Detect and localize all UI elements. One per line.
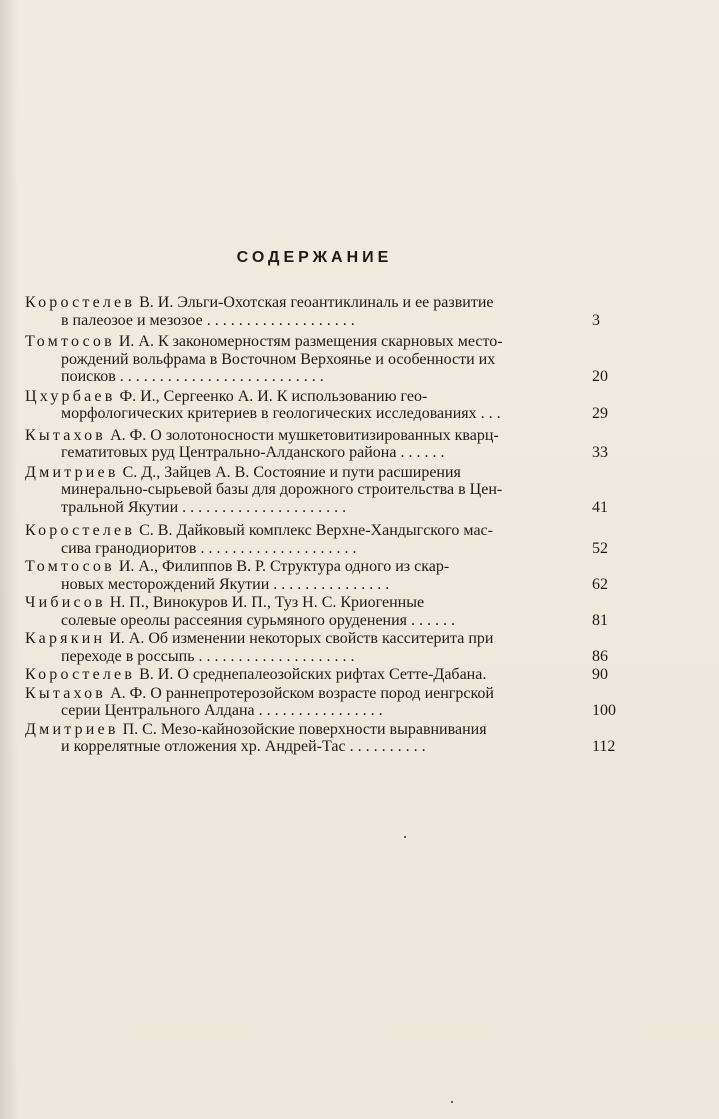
toc-page-number: 112 <box>592 738 616 755</box>
toc-entry <box>25 558 640 593</box>
toc-entry-text: и коррелятные отложения хр. Андрей-Тас . . . . . . . . . . <box>61 738 426 755</box>
toc-entry <box>25 594 640 629</box>
toc-entry-text: минерально-сырьевой базы для дорожного строительства в Цен- <box>61 481 503 498</box>
toc-entry-text: сива гранодиоритов . . . . . . . . . . . . . . . . . . . . <box>61 539 357 557</box>
toc-entry-text: А. Ф. О раннепротерозойском возрасте пород иенгрской <box>106 684 494 702</box>
toc-entry-line <box>25 499 590 517</box>
toc-entry-text: Ф. И., Сергеенко А. И. К использованию гео- <box>115 387 428 405</box>
toc-entry-line <box>25 333 590 351</box>
toc-author: Дмитриев <box>25 720 119 738</box>
toc-author: Чибисов <box>25 594 106 611</box>
toc-entry-text: в палеозое и мезозое . . . . . . . . . . . . . . . . . . . <box>61 311 355 329</box>
toc-entry-text: П. С. Мезо-кайнозойские поверхности выравнивания <box>118 720 487 738</box>
toc-page-number: 3 <box>592 311 600 329</box>
page-title: СОДЕРЖАНИЕ <box>236 249 393 266</box>
toc-entry-line <box>25 738 590 756</box>
toc-page-number: 62 <box>592 575 608 593</box>
toc-entry <box>25 666 640 684</box>
toc-entry-line <box>25 576 590 594</box>
toc-entry <box>25 294 640 329</box>
toc-entry-text: рождений вольфрама в Восточном Верхоянье и особенности их <box>61 350 496 368</box>
toc-page-number: 86 <box>592 647 608 665</box>
toc-entry-line <box>25 685 590 703</box>
toc-entry <box>25 333 640 386</box>
toc-author: Коростелев <box>25 522 136 539</box>
toc-entry-text: С. Д., Зайцев А. В. Состояние и пути расширения <box>118 463 461 481</box>
toc-entry-line <box>25 522 590 540</box>
toc-entry-text: Н. П., Винокуров И. П., Туз Н. С. Криогенные <box>105 594 425 611</box>
toc-entry-line <box>25 594 590 612</box>
toc-entry-line <box>25 427 590 445</box>
toc-entry-text: солевые ореолы рассеяния сурьмяного оруденения . . . . . . <box>61 611 456 629</box>
toc-page-number: 20 <box>592 368 608 385</box>
toc-entry-line <box>25 558 590 576</box>
toc-author: Томтосов <box>25 558 115 575</box>
toc-entry-line <box>25 666 590 684</box>
toc-entry-line <box>25 388 590 406</box>
toc-entry-line <box>25 630 590 648</box>
toc-page-number: 90 <box>592 666 608 683</box>
toc-entry-text: серии Центрального Алдана . . . . . . . . . . . . . . . . <box>61 702 383 719</box>
toc-entry-text: В. И. Эльги-Охотская геоантиклиналь и ее развитие <box>135 294 494 311</box>
toc-entry <box>25 630 640 665</box>
toc-entry-text: И. А. К закономерностям размещения скарновых место- <box>114 333 503 350</box>
toc-entry-line <box>25 294 590 312</box>
toc-page-number: 33 <box>592 444 608 461</box>
toc-page-number: 81 <box>592 611 608 629</box>
toc-entry-line <box>25 405 590 423</box>
table-of-contents <box>25 294 640 756</box>
toc-entry <box>25 721 640 756</box>
toc-entry-line <box>25 612 590 630</box>
toc-entry-line <box>25 648 590 666</box>
toc-author: Кытахов <box>25 684 107 702</box>
toc-entry-text: тральной Якутии . . . . . . . . . . . . . . . . . . . . . <box>61 498 347 516</box>
toc-author: Кытахов <box>25 426 107 444</box>
toc-entry-text: новых месторождений Якутии . . . . . . . . . . . . . . . <box>61 575 390 593</box>
toc-entry-text: И. А. Об изменении некоторых свойств касситерита при <box>105 630 494 647</box>
toc-entry-text: И. А., Филиппов В. Р. Структура одного из скар- <box>114 558 450 575</box>
toc-author: Коростелев <box>25 666 136 683</box>
toc-author: Коростелев <box>25 294 136 311</box>
toc-entry-text: С. В. Дайковый комплекс Верхне-Хандыгского мас- <box>135 522 493 539</box>
toc-page-number: 52 <box>592 539 608 557</box>
toc-author: Цхурбаев <box>25 387 116 405</box>
toc-entry-line <box>25 721 590 739</box>
toc-author: Карякин <box>25 630 106 647</box>
toc-entry-line <box>25 540 590 558</box>
toc-entry-text: В. И. О среднепалеозойских рифтах Сетте-Дабана. <box>135 666 487 683</box>
toc-author: Дмитриев <box>25 463 119 481</box>
toc-entry-line <box>25 702 590 720</box>
toc-entry <box>25 685 640 720</box>
toc-entry-text: поисков . . . . . . . . . . . . . . . . . . . . . . . . . . <box>61 368 324 385</box>
toc-entry-line <box>25 312 590 330</box>
print-speck <box>451 1101 453 1103</box>
toc-entry <box>25 464 640 517</box>
toc-entry-text: гематитовых руд Центрально-Алданского района . . . . . . <box>61 444 445 461</box>
print-speck <box>404 836 406 838</box>
toc-entry <box>25 522 640 557</box>
toc-entry <box>25 427 640 462</box>
toc-page-number: 29 <box>592 405 608 422</box>
toc-entry-text: переходе в россыпь . . . . . . . . . . . . . . . . . . . . <box>61 647 355 665</box>
toc-author: Томтосов <box>25 333 115 350</box>
toc-page-number: 100 <box>592 702 616 719</box>
toc-entry-text: А. Ф. О золотоносности мушкетовитизированных кварц- <box>106 426 499 444</box>
toc-entry-line <box>25 368 590 386</box>
toc-entry-line <box>25 481 590 499</box>
toc-entry-text: морфологических критериев в геологических исследованиях . . . <box>61 405 501 422</box>
toc-entry-line <box>25 351 590 369</box>
toc-page-number: 41 <box>592 498 608 516</box>
toc-entry-line <box>25 444 590 462</box>
toc-entry <box>25 388 640 423</box>
toc-entry-line <box>25 464 590 482</box>
